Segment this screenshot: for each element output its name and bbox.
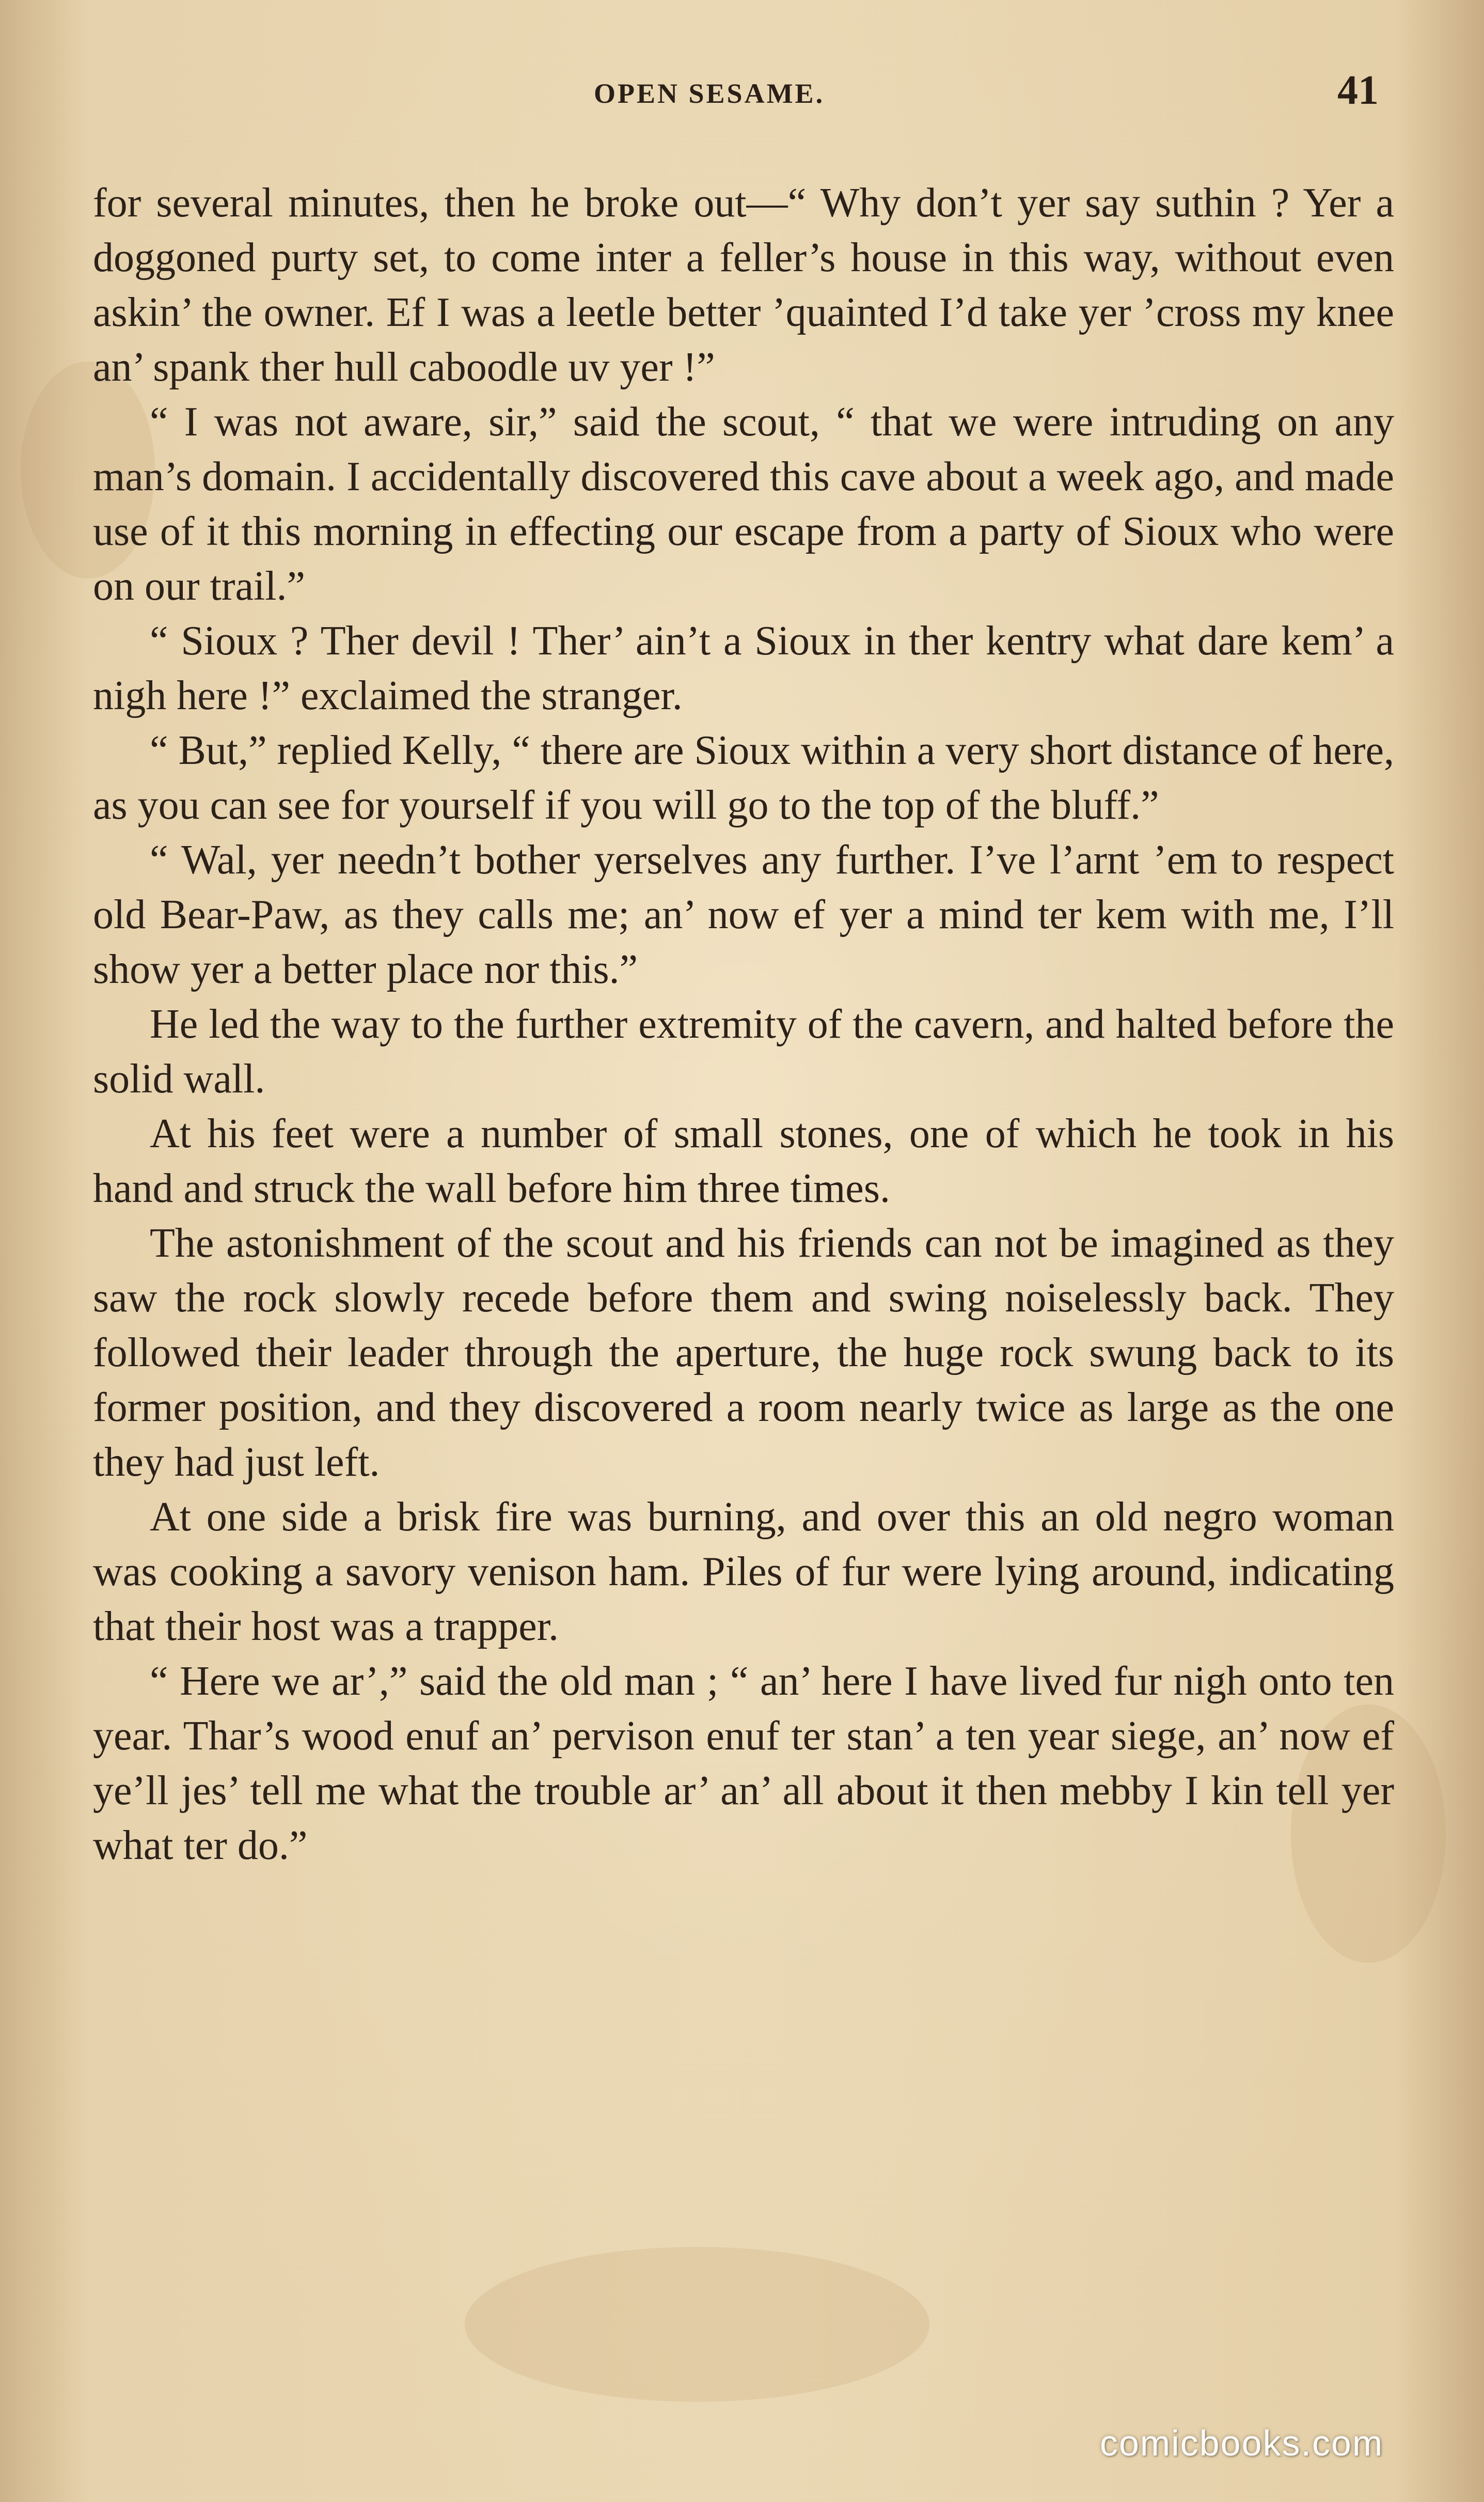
paper-stain	[465, 2247, 929, 2402]
watermark: comicbooks.com	[1100, 2423, 1384, 2463]
paragraph: “ Wal, yer needn’t bother yerselves any further. I’ve l’arnt ’em to respect old Bear-Paw, as they calls me; an’ now ef yer a mind ter kem with me, I’ll show yer a better place nor this.”	[93, 837, 1394, 992]
body-text	[93, 176, 1394, 1873]
paragraph: “ But,” replied Kelly, “ there are Sioux within a very short distance of here, as you can see for yourself if you will go to the top of the bluff.”	[93, 728, 1394, 828]
paragraph: “ Here we ar’,” said the old man ; “ an’ here I have lived fur nigh onto ten year. Thar’s wood enuf an’ pervison enuf ter stan’ a ten year siege, an’ now ef ye’ll jes’ tell me what the trouble ar’ an’ all about it then mebby I kin tell yer what ter do.”	[93, 1659, 1394, 1868]
paragraph: At his feet were a number of small stones, one of which he took in his hand and struck the wall before him three times.	[93, 1111, 1394, 1211]
running-title: OPEN SESAME.	[594, 78, 825, 109]
page-header	[0, 67, 1484, 129]
paragraph: “ Sioux ? Ther devil ! Ther’ ain’t a Sioux in ther kentry what dare kem’ a nigh here !” exclaimed the stranger.	[93, 618, 1394, 718]
paragraph: The astonishment of the scout and his friends can not be imagined as they saw the rock slowly recede before them and swing noiselessly back. They followed their leader through the aperture, the huge rock swung back to its former position, and they discovered a room nearly twice as large as the one they had just left.	[93, 1221, 1394, 1485]
paragraph: At one side a brisk fire was burning, and over this an old negro woman was cooking a savory venison ham. Piles of fur were lying around, indicating that their host was a trapper.	[93, 1494, 1394, 1649]
paragraph: for several minutes, then he broke out—“ Why don’t yer say suthin ? Yer a doggoned purty set, to come inter a feller’s house in this way, without even askin’ the owner. Ef I was a leetle better ’quainted I’d take yer ’cross my knee an’ spank ther hull caboodle uv yer !”	[93, 180, 1394, 390]
paragraph: “ I was not aware, sir,” said the scout, “ that we were intruding on any man’s domain. I accidentally discovered this cave about a week ago, and made use of it this morning in effecting our escape from a party of Sioux who were on our trail.”	[93, 399, 1394, 609]
paragraph: He led the way to the further extremity of the cavern, and halted before the solid wall.	[93, 1002, 1394, 1102]
page-number: 41	[1337, 68, 1379, 113]
